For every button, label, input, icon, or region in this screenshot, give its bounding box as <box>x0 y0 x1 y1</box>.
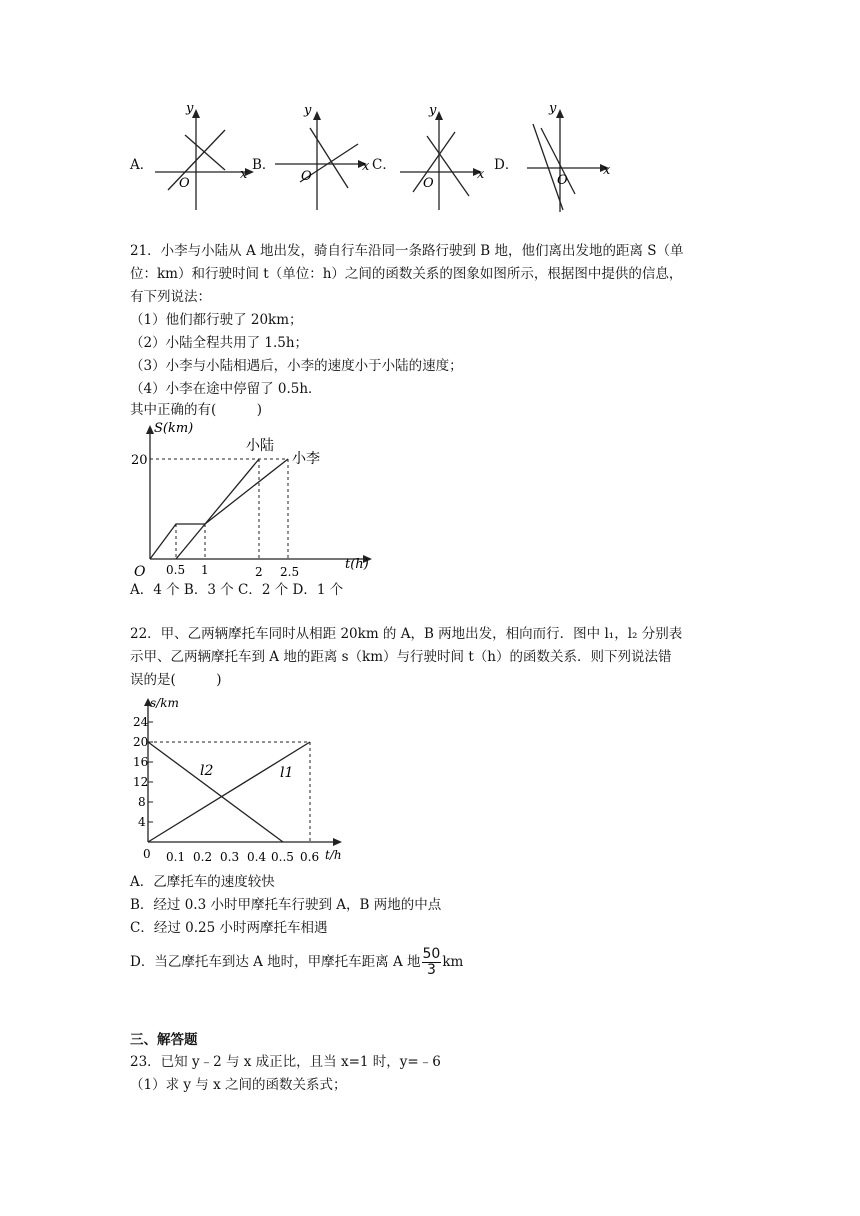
q22-x-tick-0.3: 0.3 <box>220 850 240 864</box>
q21-label-xiaoli: 小李 <box>292 451 320 467</box>
q22-option-d-unit: km <box>442 954 464 970</box>
q20-graph-a <box>150 100 255 215</box>
q21-statement-2: （2）小陆全程共用了 1.5h； <box>130 335 309 351</box>
q20-b-y-label: y <box>304 103 312 118</box>
q20-c-x-label: x <box>477 167 485 182</box>
q22-option-d <box>130 946 463 978</box>
q22-option-a: A．乙摩托车的速度较快 <box>130 874 275 890</box>
q21-xiaoli-line <box>150 459 288 559</box>
q20-graph-d <box>515 98 620 218</box>
q21-prompt: 其中正确的有( ) <box>130 402 263 418</box>
q22-option-d-fraction <box>422 947 442 978</box>
q21-x-label: t(h) <box>345 557 369 572</box>
q22-x-tick-0.6: 0.6 <box>300 850 320 864</box>
q22-line-1: 22．甲、乙两辆摩托车同时从相距 20km 的 A，B 两地出发，相向而行．图中 l₁，l₂ 分别表 <box>130 626 683 642</box>
q22-x-tick-0: 0 <box>143 847 151 861</box>
q20-graph-b <box>270 100 375 215</box>
q22-option-b: B．经过 0.3 小时甲摩托车行驶到 A，B 两地的中点 <box>130 897 442 913</box>
q22-line-2: 示甲、乙两辆摩托车到 A 地的距离 s（km）与行驶时间 t（h）的函数关系．则下列说法错 <box>130 649 672 665</box>
q21-answers: A．4 个 B．3 个 C．2 个 D．1 个 <box>130 582 344 598</box>
q21-line-1: 21．小李与小陆从 A 地出发，骑自行车沿同一条路行驶到 B 地，他们离出发地的距离 S（单 <box>130 243 684 259</box>
q20-c-y-label: y <box>429 103 437 118</box>
q20-d-x-label: x <box>603 163 611 178</box>
q22-x-tick-0.1: 0.1 <box>166 850 186 864</box>
q21-line-3: 有下列说法： <box>130 289 211 305</box>
q22-x-label: t/h <box>325 848 342 862</box>
q21-origin: O <box>134 564 146 578</box>
q21-x-tick-2.5: 2.5 <box>280 565 300 578</box>
q23-text: 23．已知 y﹣2 与 x 成正比，且当 x=1 时，y=﹣6 <box>130 1054 441 1070</box>
q20-option-c-label: C． <box>372 157 396 173</box>
q20-option-d-label: D． <box>494 157 519 173</box>
q20-b-x-label: x <box>362 159 370 174</box>
q22-line-3: 误的是( ) <box>130 672 222 688</box>
q22-x-tick-0.2: 0.2 <box>193 850 213 864</box>
q20-a-origin: O <box>179 176 190 191</box>
q20-d-y-label: y <box>549 101 557 116</box>
q20-option-a-label: A． <box>130 157 154 173</box>
q21-y-label: S(km) <box>154 421 194 436</box>
q21-x-tick-1: 1 <box>201 563 209 577</box>
q22-x-tick-0.5: 0..5 <box>271 850 294 864</box>
q20-graph-c <box>395 100 500 215</box>
q21-x-tick-0.5: 0.5 <box>166 563 186 577</box>
q20-a-y-label: y <box>186 101 194 116</box>
fraction-numerator: 50 <box>422 946 441 962</box>
q22-l1-label: l1 <box>280 765 294 781</box>
q22-option-c: C．经过 0.25 小时两摩托车相遇 <box>130 920 328 936</box>
q21-label-xiaolu: 小陆 <box>246 438 274 454</box>
q22-y-tick-16: 16 <box>133 755 149 769</box>
q22-y-tick-20: 20 <box>133 735 149 749</box>
q21-statement-4: （4）小李在途中停留了 0.5h． <box>130 381 322 397</box>
q20-a-x-label: x <box>240 167 248 182</box>
q21-x-tick-2: 2 <box>255 565 263 578</box>
q22-l1-line <box>148 742 310 842</box>
q22-y-tick-24: 24 <box>133 715 149 729</box>
q21-line-2: 位：km）和行驶时间 t（单位：h）之间的函数关系的图象如图所示，根据图中提供的信息， <box>130 266 683 282</box>
q21-statement-1: （1）他们都行驶了 20km； <box>130 312 303 328</box>
q23-part-1: （1）求 y 与 x 之间的函数关系式； <box>130 1077 347 1093</box>
q22-y-tick-12: 12 <box>133 775 149 789</box>
q21-y-tick-20: 20 <box>131 453 148 468</box>
section-3-heading: 三、解答题 <box>130 1032 198 1048</box>
q22-y-tick-8: 8 <box>138 795 146 809</box>
q21-xiaolu-line <box>176 459 259 559</box>
q20-option-b-label: B． <box>252 157 276 173</box>
q22-y-tick-4: 4 <box>138 815 146 829</box>
q22-option-d-text: D．当乙摩托车到达 A 地时，甲摩托车距离 A 地 <box>130 954 421 970</box>
q21-graph <box>128 418 388 578</box>
q20-b-origin: O <box>301 169 312 184</box>
q22-l2-line <box>148 742 283 842</box>
q22-l2-label: l2 <box>200 763 214 779</box>
q22-graph <box>128 694 358 869</box>
fraction-denominator: 3 <box>426 962 436 978</box>
q22-y-label: s/km <box>150 696 179 710</box>
q21-statement-3: （3）小李与小陆相遇后，小李的速度小于小陆的速度； <box>130 358 463 374</box>
q22-x-tick-0.4: 0.4 <box>247 850 267 864</box>
q20-c-origin: O <box>423 176 434 191</box>
q20-d-origin: O <box>557 173 568 188</box>
